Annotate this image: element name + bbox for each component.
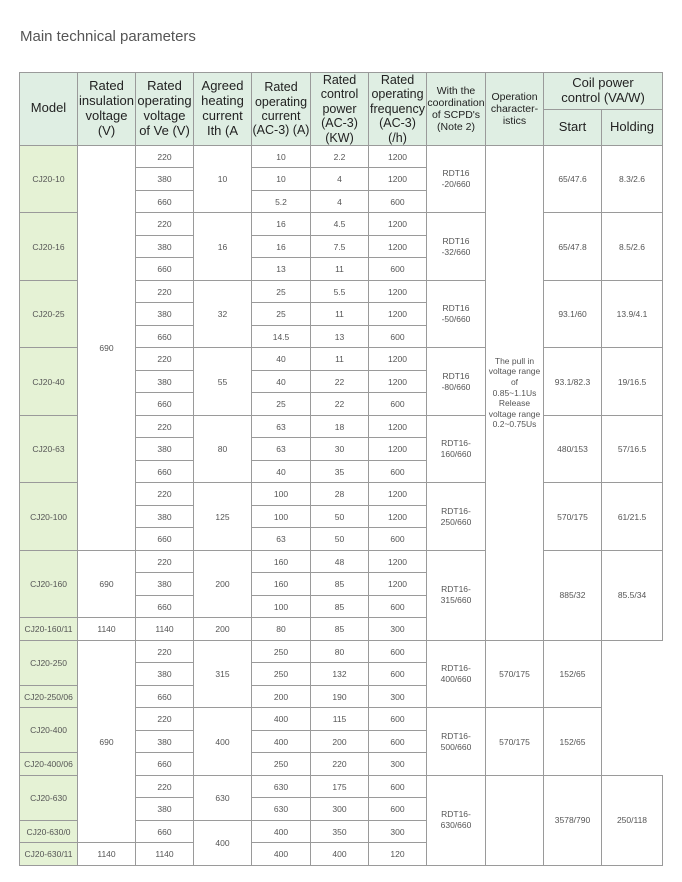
current-cell: 10 bbox=[252, 168, 311, 191]
heating-current-cell: 400 bbox=[194, 708, 252, 776]
table-row bbox=[20, 640, 663, 663]
frequency-cell: 600 bbox=[369, 258, 427, 281]
heating-current-cell: 16 bbox=[194, 213, 252, 281]
voltage-cell: 380 bbox=[136, 438, 194, 461]
voltage-cell: 380 bbox=[136, 730, 194, 753]
model-cell: CJ20-630/0 bbox=[20, 820, 78, 843]
power-cell: 5.5 bbox=[311, 280, 369, 303]
holding-power-cell: 152/65 bbox=[544, 708, 602, 776]
insulation-voltage-cell: 1140 bbox=[78, 618, 136, 641]
current-cell: 40 bbox=[252, 460, 311, 483]
frequency-cell: 1200 bbox=[369, 213, 427, 236]
insulation-voltage-cell: 690 bbox=[78, 145, 136, 550]
heating-current-cell: 55 bbox=[194, 348, 252, 416]
power-cell: 300 bbox=[311, 798, 369, 821]
model-cell: CJ20-250 bbox=[20, 640, 78, 685]
scpd-cell: RDT16- 160/660 bbox=[427, 415, 486, 483]
header-start: Start bbox=[544, 110, 602, 145]
power-cell: 85 bbox=[311, 618, 369, 641]
scpd-cell: RDT16 -20/660 bbox=[427, 145, 486, 213]
start-power-cell: 3578/790 bbox=[544, 775, 602, 865]
power-cell: 4 bbox=[311, 168, 369, 191]
frequency-cell: 600 bbox=[369, 190, 427, 213]
current-cell: 400 bbox=[252, 820, 311, 843]
voltage-cell: 380 bbox=[136, 370, 194, 393]
start-power-cell: 93.1/82.3 bbox=[544, 348, 602, 416]
header-holding: Holding bbox=[602, 110, 663, 145]
voltage-cell: 660 bbox=[136, 325, 194, 348]
scpd-cell: RDT16- 315/660 bbox=[427, 550, 486, 640]
header-model: Model bbox=[20, 73, 78, 146]
insulation-voltage-cell: 690 bbox=[78, 550, 136, 618]
voltage-cell: 220 bbox=[136, 348, 194, 371]
heating-current-cell: 200 bbox=[194, 618, 252, 641]
current-cell: 5.2 bbox=[252, 190, 311, 213]
frequency-cell: 1200 bbox=[369, 370, 427, 393]
current-cell: 160 bbox=[252, 550, 311, 573]
power-cell: 48 bbox=[311, 550, 369, 573]
voltage-cell: 220 bbox=[136, 280, 194, 303]
header-coil-power: Coil power control (VA/W) bbox=[544, 73, 663, 110]
start-power-cell: 570/175 bbox=[544, 483, 602, 551]
current-cell: 63 bbox=[252, 415, 311, 438]
heating-current-cell: 125 bbox=[194, 483, 252, 551]
operation-characteristics-cell bbox=[486, 775, 544, 865]
model-cell: CJ20-63 bbox=[20, 415, 78, 483]
voltage-cell: 660 bbox=[136, 685, 194, 708]
header-operation-characteristics: Operation character- istics bbox=[486, 73, 544, 146]
power-cell: 4 bbox=[311, 190, 369, 213]
current-cell: 400 bbox=[252, 843, 311, 866]
frequency-cell: 120 bbox=[369, 843, 427, 866]
power-cell: 50 bbox=[311, 505, 369, 528]
voltage-cell: 1140 bbox=[136, 618, 194, 641]
model-cell: CJ20-400/06 bbox=[20, 753, 78, 776]
current-cell: 16 bbox=[252, 213, 311, 236]
frequency-cell: 1200 bbox=[369, 550, 427, 573]
scpd-cell: RDT16 -80/660 bbox=[427, 348, 486, 416]
model-cell: CJ20-400 bbox=[20, 708, 78, 753]
voltage-cell: 220 bbox=[136, 640, 194, 663]
frequency-cell: 300 bbox=[369, 820, 427, 843]
model-cell: CJ20-16 bbox=[20, 213, 78, 281]
scpd-cell: RDT16- 630/660 bbox=[427, 775, 486, 865]
power-cell: 13 bbox=[311, 325, 369, 348]
power-cell: 30 bbox=[311, 438, 369, 461]
header-scpd-coordination: With the coordination of SCPD's (Note 2) bbox=[427, 73, 486, 146]
start-power-cell: 480/153 bbox=[544, 415, 602, 483]
frequency-cell: 600 bbox=[369, 730, 427, 753]
power-cell: 132 bbox=[311, 663, 369, 686]
holding-power-cell: 19/16.5 bbox=[602, 348, 663, 416]
frequency-cell: 600 bbox=[369, 595, 427, 618]
start-power-cell: 570/175 bbox=[486, 708, 544, 776]
current-cell: 80 bbox=[252, 618, 311, 641]
frequency-cell: 1200 bbox=[369, 145, 427, 168]
power-cell: 28 bbox=[311, 483, 369, 506]
voltage-cell: 380 bbox=[136, 663, 194, 686]
voltage-cell: 220 bbox=[136, 415, 194, 438]
current-cell: 100 bbox=[252, 595, 311, 618]
current-cell: 630 bbox=[252, 775, 311, 798]
voltage-cell: 220 bbox=[136, 550, 194, 573]
frequency-cell: 600 bbox=[369, 798, 427, 821]
model-cell: CJ20-630 bbox=[20, 775, 78, 820]
current-cell: 400 bbox=[252, 708, 311, 731]
frequency-cell: 600 bbox=[369, 460, 427, 483]
table-row bbox=[20, 145, 663, 168]
model-cell: CJ20-630/11 bbox=[20, 843, 78, 866]
voltage-cell: 220 bbox=[136, 213, 194, 236]
table-row bbox=[20, 550, 663, 573]
frequency-cell: 1200 bbox=[369, 348, 427, 371]
holding-power-cell: 250/118 bbox=[602, 775, 663, 865]
frequency-cell: 600 bbox=[369, 640, 427, 663]
power-cell: 400 bbox=[311, 843, 369, 866]
header-insulation-voltage: Rated insulation voltage (V) bbox=[78, 73, 136, 146]
current-cell: 630 bbox=[252, 798, 311, 821]
scpd-cell: RDT16 -32/660 bbox=[427, 213, 486, 281]
heating-current-cell: 80 bbox=[194, 415, 252, 483]
frequency-cell: 1200 bbox=[369, 280, 427, 303]
holding-power-cell: 13.9/4.1 bbox=[602, 280, 663, 348]
current-cell: 200 bbox=[252, 685, 311, 708]
frequency-cell: 600 bbox=[369, 708, 427, 731]
power-cell: 11 bbox=[311, 348, 369, 371]
holding-power-cell: 85.5/34 bbox=[602, 550, 663, 640]
header-operating-frequency: Rated operating frequency (AC-3) (/h) bbox=[370, 73, 425, 145]
model-cell: CJ20-160/11 bbox=[20, 618, 78, 641]
power-cell: 350 bbox=[311, 820, 369, 843]
heating-current-cell: 200 bbox=[194, 550, 252, 618]
current-cell: 400 bbox=[252, 730, 311, 753]
power-cell: 7.5 bbox=[311, 235, 369, 258]
model-cell: CJ20-100 bbox=[20, 483, 78, 551]
voltage-cell: 660 bbox=[136, 258, 194, 281]
current-cell: 25 bbox=[252, 393, 311, 416]
voltage-cell: 380 bbox=[136, 573, 194, 596]
power-cell: 18 bbox=[311, 415, 369, 438]
frequency-cell: 600 bbox=[369, 775, 427, 798]
current-cell: 63 bbox=[252, 438, 311, 461]
start-power-cell: 93.1/60 bbox=[544, 280, 602, 348]
model-cell: CJ20-160 bbox=[20, 550, 78, 618]
current-cell: 16 bbox=[252, 235, 311, 258]
voltage-cell: 380 bbox=[136, 303, 194, 326]
current-cell: 40 bbox=[252, 370, 311, 393]
frequency-cell: 1200 bbox=[369, 505, 427, 528]
frequency-cell: 1200 bbox=[369, 303, 427, 326]
heating-current-cell: 630 bbox=[194, 775, 252, 820]
power-cell: 11 bbox=[311, 303, 369, 326]
heating-current-cell: 400 bbox=[194, 820, 252, 865]
frequency-cell: 300 bbox=[369, 685, 427, 708]
power-cell: 200 bbox=[311, 730, 369, 753]
frequency-cell: 600 bbox=[369, 663, 427, 686]
scpd-cell: RDT16- 500/660 bbox=[427, 708, 486, 776]
model-cell: CJ20-250/06 bbox=[20, 685, 78, 708]
current-cell: 100 bbox=[252, 505, 311, 528]
insulation-voltage-cell: 690 bbox=[78, 640, 136, 843]
power-cell: 4.5 bbox=[311, 213, 369, 236]
voltage-cell: 660 bbox=[136, 190, 194, 213]
current-cell: 10 bbox=[252, 145, 311, 168]
frequency-cell: 1200 bbox=[369, 415, 427, 438]
scpd-cell: RDT16 -50/660 bbox=[427, 280, 486, 348]
power-cell: 50 bbox=[311, 528, 369, 551]
frequency-cell: 1200 bbox=[369, 573, 427, 596]
voltage-cell: 380 bbox=[136, 798, 194, 821]
start-power-cell: 570/175 bbox=[486, 640, 544, 708]
frequency-cell: 1200 bbox=[369, 235, 427, 258]
technical-parameters-table bbox=[19, 72, 663, 866]
heating-current-cell: 10 bbox=[194, 145, 252, 213]
start-power-cell: 885/32 bbox=[544, 550, 602, 640]
header-operating-current: Rated operating current (AC-3) (A) bbox=[252, 73, 311, 146]
scpd-cell: RDT16- 250/660 bbox=[427, 483, 486, 551]
voltage-cell: 380 bbox=[136, 235, 194, 258]
frequency-cell: 600 bbox=[369, 325, 427, 348]
model-cell: CJ20-40 bbox=[20, 348, 78, 416]
voltage-cell: 220 bbox=[136, 708, 194, 731]
current-cell: 25 bbox=[252, 303, 311, 326]
power-cell: 22 bbox=[311, 393, 369, 416]
voltage-cell: 380 bbox=[136, 505, 194, 528]
power-cell: 220 bbox=[311, 753, 369, 776]
heating-current-cell: 32 bbox=[194, 280, 252, 348]
frequency-cell: 1200 bbox=[369, 438, 427, 461]
power-cell: 85 bbox=[311, 573, 369, 596]
voltage-cell: 220 bbox=[136, 775, 194, 798]
voltage-cell: 660 bbox=[136, 595, 194, 618]
frequency-cell: 600 bbox=[369, 528, 427, 551]
voltage-cell: 1140 bbox=[136, 843, 194, 866]
current-cell: 14.5 bbox=[252, 325, 311, 348]
holding-power-cell: 8.5/2.6 bbox=[602, 213, 663, 281]
voltage-cell: 660 bbox=[136, 820, 194, 843]
holding-power-cell: 57/16.5 bbox=[602, 415, 663, 483]
insulation-voltage-cell: 1140 bbox=[78, 843, 136, 866]
voltage-cell: 380 bbox=[136, 168, 194, 191]
voltage-cell: 220 bbox=[136, 483, 194, 506]
header-control-power: Rated control power (AC-3) (KW) bbox=[311, 73, 369, 146]
holding-power-cell: 8.3/2.6 bbox=[602, 145, 663, 213]
current-cell: 250 bbox=[252, 753, 311, 776]
power-cell: 22 bbox=[311, 370, 369, 393]
frequency-cell: 1200 bbox=[369, 483, 427, 506]
frequency-cell: 600 bbox=[369, 393, 427, 416]
current-cell: 63 bbox=[252, 528, 311, 551]
operation-characteristics-cell: The pull in voltage range of 0.85~1.1Us Release voltage range 0.2~0.75Us bbox=[486, 145, 544, 640]
holding-power-cell: 61/21.5 bbox=[602, 483, 663, 551]
holding-power-cell: 152/65 bbox=[544, 640, 602, 708]
current-cell: 100 bbox=[252, 483, 311, 506]
current-cell: 40 bbox=[252, 348, 311, 371]
start-power-cell: 65/47.6 bbox=[544, 145, 602, 213]
power-cell: 80 bbox=[311, 640, 369, 663]
power-cell: 190 bbox=[311, 685, 369, 708]
page-title: Main technical parameters bbox=[20, 28, 196, 45]
power-cell: 85 bbox=[311, 595, 369, 618]
voltage-cell: 220 bbox=[136, 145, 194, 168]
current-cell: 250 bbox=[252, 663, 311, 686]
current-cell: 160 bbox=[252, 573, 311, 596]
current-cell: 25 bbox=[252, 280, 311, 303]
voltage-cell: 660 bbox=[136, 753, 194, 776]
frequency-cell: 300 bbox=[369, 618, 427, 641]
power-cell: 2.2 bbox=[311, 145, 369, 168]
header-operating-voltage: Rated operating voltage of Ve (V) bbox=[136, 73, 194, 146]
power-cell: 35 bbox=[311, 460, 369, 483]
frequency-cell: 300 bbox=[369, 753, 427, 776]
current-cell: 13 bbox=[252, 258, 311, 281]
scpd-cell: RDT16- 400/660 bbox=[427, 640, 486, 708]
voltage-cell: 660 bbox=[136, 393, 194, 416]
frequency-cell: 1200 bbox=[369, 168, 427, 191]
power-cell: 115 bbox=[311, 708, 369, 731]
heating-current-cell: 315 bbox=[194, 640, 252, 708]
voltage-cell: 660 bbox=[136, 528, 194, 551]
voltage-cell: 660 bbox=[136, 460, 194, 483]
start-power-cell: 65/47.8 bbox=[544, 213, 602, 281]
model-cell: CJ20-25 bbox=[20, 280, 78, 348]
model-cell: CJ20-10 bbox=[20, 145, 78, 213]
header-heating-current: Agreed heating current Ith (A bbox=[194, 73, 252, 146]
power-cell: 175 bbox=[311, 775, 369, 798]
power-cell: 11 bbox=[311, 258, 369, 281]
current-cell: 250 bbox=[252, 640, 311, 663]
